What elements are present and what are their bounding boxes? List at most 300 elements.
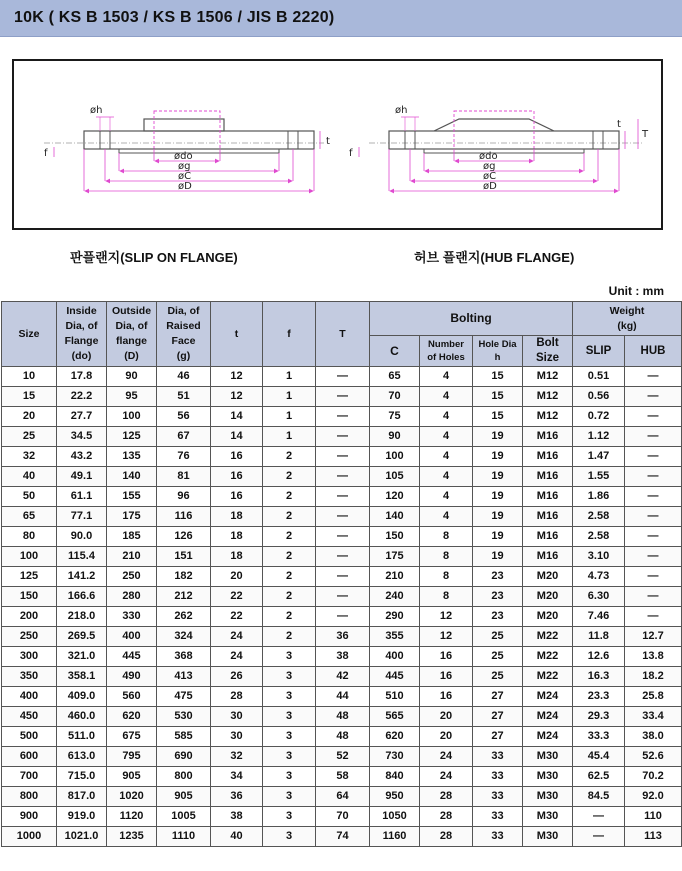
table-cell: 919.0 [57, 807, 107, 827]
table-cell: 2 [263, 587, 316, 607]
table-cell: M24 [523, 727, 573, 747]
table-cell: 1 [263, 427, 316, 447]
table-cell: 12 [420, 627, 473, 647]
table-row [2, 747, 682, 767]
table-cell: 2.58 [573, 507, 625, 527]
table-cell: 324 [157, 627, 211, 647]
table-cell: 25 [473, 647, 523, 667]
table-cell: 0.51 [573, 367, 625, 387]
table-cell: 715.0 [57, 767, 107, 787]
table-cell: 1235 [107, 827, 157, 847]
page-title: 10K ( KS B 1503 / KS B 1506 / JIS B 2220) [14, 9, 335, 26]
table-cell: 7.46 [573, 607, 625, 627]
table-cell: 23.3 [573, 687, 625, 707]
table-cell: 38.0 [625, 727, 682, 747]
table-cell: 95 [107, 387, 157, 407]
table-cell: 32 [2, 447, 57, 467]
table-cell: M24 [523, 707, 573, 727]
table-cell: 585 [157, 727, 211, 747]
table-cell: 49.1 [57, 467, 107, 487]
table-cell: 14 [211, 427, 263, 447]
table-cell: 25 [473, 667, 523, 687]
table-cell: 1.86 [573, 487, 625, 507]
table-cell: 155 [107, 487, 157, 507]
table-cell: M16 [523, 447, 573, 467]
col-t: t [211, 302, 263, 367]
table-cell: M16 [523, 507, 573, 527]
table-cell: 70 [370, 387, 420, 407]
table-cell: 3 [263, 647, 316, 667]
table-cell: 19 [473, 447, 523, 467]
table-cell: M24 [523, 687, 573, 707]
table-cell: 30 [211, 707, 263, 727]
table-cell: 19 [473, 487, 523, 507]
table-cell: — [625, 407, 682, 427]
table-cell: 511.0 [57, 727, 107, 747]
table-cell: — [625, 567, 682, 587]
table-cell: 840 [370, 767, 420, 787]
table-cell: 20 [420, 727, 473, 747]
table-cell: 28 [420, 787, 473, 807]
table-cell: 40 [211, 827, 263, 847]
table-row [2, 567, 682, 587]
table-cell: 15 [473, 387, 523, 407]
hub-label-g: øg [483, 161, 496, 172]
table-cell: 14 [211, 407, 263, 427]
col-big-t: T [316, 302, 370, 367]
table-cell: 19 [473, 527, 523, 547]
table-cell: M16 [523, 487, 573, 507]
table-cell: 2.58 [573, 527, 625, 547]
table-cell: 2 [263, 527, 316, 547]
table-cell: 800 [157, 767, 211, 787]
slip-flange-drawing [44, 105, 330, 192]
table-row [2, 547, 682, 567]
table-cell: 42 [316, 667, 370, 687]
table-cell: 20 [420, 707, 473, 727]
table-cell: 52 [316, 747, 370, 767]
table-cell: 0.72 [573, 407, 625, 427]
table-cell: 10 [2, 367, 57, 387]
table-cell: 565 [370, 707, 420, 727]
table-cell: — [316, 367, 370, 387]
table-cell: 70.2 [625, 767, 682, 787]
table-cell: 212 [157, 587, 211, 607]
table-cell: 16 [420, 647, 473, 667]
table-cell: 64 [316, 787, 370, 807]
table-cell: 126 [157, 527, 211, 547]
table-cell: 125 [107, 427, 157, 447]
table-cell: 27 [473, 727, 523, 747]
table-cell: — [316, 567, 370, 587]
table-cell: 20 [211, 567, 263, 587]
table-cell: 1160 [370, 827, 420, 847]
table-cell: 19 [473, 547, 523, 567]
table-cell: 115.4 [57, 547, 107, 567]
table-cell: 8 [420, 527, 473, 547]
table-cell: — [625, 487, 682, 507]
table-row [2, 687, 682, 707]
table-row [2, 387, 682, 407]
table-cell: 4 [420, 387, 473, 407]
table-cell: 27.7 [57, 407, 107, 427]
table-cell: 151 [157, 547, 211, 567]
table-cell: 4 [420, 407, 473, 427]
table-cell: 33 [473, 787, 523, 807]
table-cell: 16 [211, 487, 263, 507]
table-cell: 269.5 [57, 627, 107, 647]
table-cell: 92.0 [625, 787, 682, 807]
table-cell: 70 [316, 807, 370, 827]
table-cell: 400 [2, 687, 57, 707]
table-row [2, 507, 682, 527]
table-cell: 1120 [107, 807, 157, 827]
table-cell: M12 [523, 407, 573, 427]
table-cell: 290 [370, 607, 420, 627]
table-cell: 24 [211, 627, 263, 647]
table-row [2, 627, 682, 647]
table-cell: 4 [420, 427, 473, 447]
table-cell: 65 [370, 367, 420, 387]
table-cell: 2 [263, 507, 316, 527]
table-cell: 27 [473, 707, 523, 727]
table-cell: 409.0 [57, 687, 107, 707]
hub-label-d: øD [483, 181, 497, 192]
table-cell: 2 [263, 467, 316, 487]
table-cell: 12 [211, 387, 263, 407]
table-cell: 3 [263, 727, 316, 747]
table-cell: 43.2 [57, 447, 107, 467]
table-cell: 16 [420, 667, 473, 687]
table-cell: 8 [420, 567, 473, 587]
table-cell: 817.0 [57, 787, 107, 807]
table-cell: 2 [263, 487, 316, 507]
table-cell: 22.2 [57, 387, 107, 407]
table-cell: 23 [473, 587, 523, 607]
table-cell: 29.3 [573, 707, 625, 727]
slip-label-t: t [326, 136, 330, 147]
table-cell: 4 [420, 487, 473, 507]
table-cell: M16 [523, 527, 573, 547]
table-cell: 96 [157, 487, 211, 507]
table-cell: 16 [211, 447, 263, 467]
table-cell: 100 [370, 447, 420, 467]
table-row [2, 447, 682, 467]
table-cell: 12.6 [573, 647, 625, 667]
table-cell: 36 [211, 787, 263, 807]
table-cell: 48 [316, 707, 370, 727]
table-cell: 2 [263, 607, 316, 627]
table-cell: 150 [370, 527, 420, 547]
table-cell: — [316, 407, 370, 427]
table-cell: 19 [473, 507, 523, 527]
table-cell: 3 [263, 667, 316, 687]
table-cell: — [625, 607, 682, 627]
table-cell: 45.4 [573, 747, 625, 767]
hub-flange-caption: 허브 플랜지(HUB FLANGE) [414, 250, 575, 265]
table-row [2, 707, 682, 727]
table-cell: 12.7 [625, 627, 682, 647]
table-cell: 125 [2, 567, 57, 587]
slip-label-f: f [44, 148, 48, 159]
table-cell: 4 [420, 467, 473, 487]
table-cell: 61.1 [57, 487, 107, 507]
table-cell: 48 [316, 727, 370, 747]
table-cell: 24 [211, 647, 263, 667]
table-row [2, 607, 682, 627]
table-cell: 500 [2, 727, 57, 747]
col-group-bolting: Bolting [370, 302, 573, 336]
table-cell: 36 [316, 627, 370, 647]
table-row [2, 827, 682, 847]
table-cell: 1 [263, 407, 316, 427]
table-cell: 4 [420, 447, 473, 467]
table-cell: 16.3 [573, 667, 625, 687]
table-cell: M20 [523, 607, 573, 627]
table-cell: M16 [523, 427, 573, 447]
table-cell: 730 [370, 747, 420, 767]
table-cell: 620 [370, 727, 420, 747]
table-cell: 76 [157, 447, 211, 467]
table-cell: 110 [625, 807, 682, 827]
slip-label-c: øC [178, 171, 192, 182]
table-cell: 100 [107, 407, 157, 427]
table-cell: 4.73 [573, 567, 625, 587]
table-cell: 25 [2, 427, 57, 447]
table-cell: 210 [370, 567, 420, 587]
col-holes: Number of Holes [420, 336, 473, 367]
table-cell: 34 [211, 767, 263, 787]
table-cell: 67 [157, 427, 211, 447]
table-cell: 30 [211, 727, 263, 747]
table-cell: 218.0 [57, 607, 107, 627]
table-cell: 150 [2, 587, 57, 607]
table-cell: 27 [473, 687, 523, 707]
table-cell: M22 [523, 627, 573, 647]
table-cell: — [316, 587, 370, 607]
table-cell: 600 [2, 747, 57, 767]
table-cell: 490 [107, 667, 157, 687]
col-bolt-size: Bolt Size [523, 336, 573, 367]
table-cell: 13.8 [625, 647, 682, 667]
table-cell: 330 [107, 607, 157, 627]
table-cell: 530 [157, 707, 211, 727]
table-cell: — [625, 467, 682, 487]
table-cell: 400 [107, 627, 157, 647]
table-cell: — [316, 547, 370, 567]
table-cell: M16 [523, 547, 573, 567]
col-hub: HUB [625, 336, 682, 367]
table-cell: 8 [420, 587, 473, 607]
table-cell: 28 [420, 827, 473, 847]
table-cell: — [625, 587, 682, 607]
table-cell: 413 [157, 667, 211, 687]
table-cell: 690 [157, 747, 211, 767]
table-cell: 250 [107, 567, 157, 587]
table-cell: 166.6 [57, 587, 107, 607]
table-cell: 3 [263, 787, 316, 807]
table-cell: 450 [2, 707, 57, 727]
table-cell: 20 [2, 407, 57, 427]
table-cell: 38 [211, 807, 263, 827]
table-cell: 33 [473, 767, 523, 787]
table-cell: 3 [263, 747, 316, 767]
table-cell: — [625, 447, 682, 467]
slip-flange-caption: 판플랜지(SLIP ON FLANGE) [70, 250, 238, 265]
table-cell: — [625, 387, 682, 407]
table-cell: M30 [523, 807, 573, 827]
table-cell: — [573, 807, 625, 827]
table-cell: 105 [370, 467, 420, 487]
table-row [2, 367, 682, 387]
table-cell: 200 [2, 607, 57, 627]
table-cell: 15 [473, 367, 523, 387]
table-cell: 33.4 [625, 707, 682, 727]
table-cell: 24 [420, 747, 473, 767]
table-cell: M30 [523, 767, 573, 787]
table-cell: 19 [473, 467, 523, 487]
table-cell: M22 [523, 647, 573, 667]
table-cell: 905 [157, 787, 211, 807]
table-cell: M30 [523, 827, 573, 847]
slip-label-do: ødo [174, 151, 193, 162]
table-cell: — [316, 387, 370, 407]
table-cell: M12 [523, 367, 573, 387]
table-cell: M16 [523, 467, 573, 487]
table-cell: — [625, 427, 682, 447]
table-cell: 795 [107, 747, 157, 767]
table-cell: 84.5 [573, 787, 625, 807]
table-cell: 700 [2, 767, 57, 787]
table-cell: 1.12 [573, 427, 625, 447]
table-cell: 77.1 [57, 507, 107, 527]
hub-label-big-t: T [642, 129, 649, 140]
table-cell: 4 [420, 507, 473, 527]
table-cell: 358.1 [57, 667, 107, 687]
table-cell: 18.2 [625, 667, 682, 687]
table-row [2, 587, 682, 607]
table-cell: 120 [370, 487, 420, 507]
table-cell: 2 [263, 627, 316, 647]
table-cell: 18 [211, 507, 263, 527]
table-cell: 950 [370, 787, 420, 807]
table-cell: 24 [420, 767, 473, 787]
table-cell: 19 [473, 427, 523, 447]
table-cell: M30 [523, 747, 573, 767]
table-row [2, 787, 682, 807]
table-cell: 18 [211, 527, 263, 547]
table-cell: 33 [473, 747, 523, 767]
table-cell: 40 [2, 467, 57, 487]
table-cell: 33 [473, 807, 523, 827]
table-cell: 135 [107, 447, 157, 467]
table-cell: 368 [157, 647, 211, 667]
table-row [2, 427, 682, 447]
table-cell: 28 [211, 687, 263, 707]
table-cell: 4 [420, 367, 473, 387]
table-cell: 1 [263, 387, 316, 407]
table-cell: 90.0 [57, 527, 107, 547]
table-cell: 900 [2, 807, 57, 827]
table-row [2, 527, 682, 547]
table-cell: 100 [2, 547, 57, 567]
table-row [2, 407, 682, 427]
table-row [2, 487, 682, 507]
table-cell: 1000 [2, 827, 57, 847]
table-cell: — [316, 607, 370, 627]
hub-label-t: t [617, 119, 621, 130]
hub-flange-drawing [349, 105, 649, 192]
table-cell: 74 [316, 827, 370, 847]
table-cell: 2 [263, 567, 316, 587]
table-cell: 905 [107, 767, 157, 787]
table-cell: 16 [211, 467, 263, 487]
table-cell: 1005 [157, 807, 211, 827]
flange-diagram [12, 59, 663, 230]
table-row [2, 467, 682, 487]
table-cell: 800 [2, 787, 57, 807]
table-cell: 1050 [370, 807, 420, 827]
table-cell: 613.0 [57, 747, 107, 767]
table-cell: M22 [523, 667, 573, 687]
flange-spec-body [2, 367, 682, 847]
table-cell: 16 [420, 687, 473, 707]
table-row [2, 727, 682, 747]
table-cell: 3.10 [573, 547, 625, 567]
title-bar [0, 0, 682, 37]
table-cell: 17.8 [57, 367, 107, 387]
table-cell: — [625, 527, 682, 547]
slip-label-d: øD [178, 181, 192, 192]
flange-diagram-svg [14, 61, 661, 228]
slip-label-g: øg [178, 161, 191, 172]
table-cell: 12 [420, 607, 473, 627]
table-cell: 25.8 [625, 687, 682, 707]
slip-label-h: øh [90, 105, 103, 116]
table-cell: 23 [473, 567, 523, 587]
table-cell: 25 [473, 627, 523, 647]
table-cell: 1020 [107, 787, 157, 807]
col-group-weight: Weight (kg) [573, 302, 682, 336]
table-cell: 33 [473, 827, 523, 847]
table-cell: M20 [523, 587, 573, 607]
table-cell: 3 [263, 827, 316, 847]
table-cell: 210 [107, 547, 157, 567]
col-outside-dia: Outside Dia, of flange (D) [107, 302, 157, 367]
table-cell: 262 [157, 607, 211, 627]
table-cell: 51 [157, 387, 211, 407]
table-cell: 62.5 [573, 767, 625, 787]
table-cell: 80 [2, 527, 57, 547]
table-cell: 1 [263, 367, 316, 387]
table-cell: 90 [370, 427, 420, 447]
table-cell: 2 [263, 447, 316, 467]
table-cell: 175 [370, 547, 420, 567]
table-row [2, 767, 682, 787]
table-cell: 140 [107, 467, 157, 487]
table-cell: 445 [107, 647, 157, 667]
table-cell: 50 [2, 487, 57, 507]
table-cell: 32 [211, 747, 263, 767]
table-cell: 240 [370, 587, 420, 607]
table-cell: 560 [107, 687, 157, 707]
table-row [2, 647, 682, 667]
table-cell: — [625, 507, 682, 527]
table-cell: 65 [2, 507, 57, 527]
table-cell: 175 [107, 507, 157, 527]
table-cell: 141.2 [57, 567, 107, 587]
hub-label-c: øC [483, 171, 497, 182]
